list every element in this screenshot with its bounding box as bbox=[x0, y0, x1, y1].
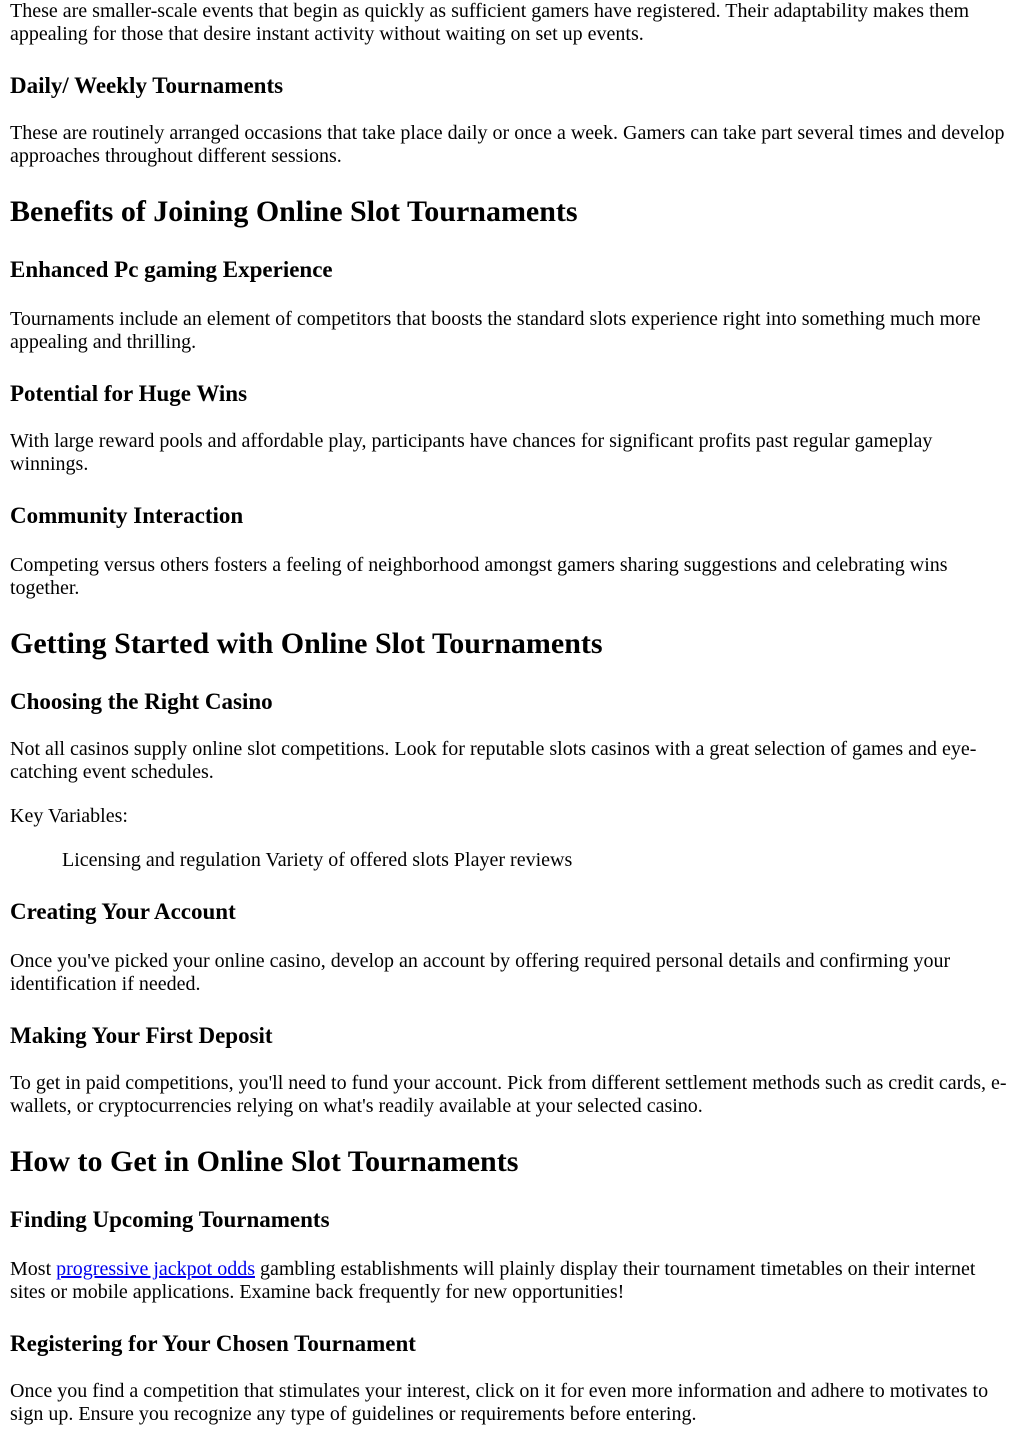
key-variables-list: Licensing and regulation Variety of offered slots Player reviews bbox=[62, 849, 573, 871]
account-heading: Creating Your Account bbox=[10, 899, 236, 924]
choosing-heading: Choosing the Right Casino bbox=[10, 689, 273, 714]
enhanced-paragraph: Tournaments include an element of competitors that boosts the standard slots experience right into something much more appealing and thrilling. bbox=[10, 308, 981, 353]
getting-started-heading: Getting Started with Online Slot Tournaments bbox=[10, 627, 603, 660]
daily-weekly-heading: Daily/ Weekly Tournaments bbox=[10, 73, 284, 98]
finding-text-before: Most bbox=[10, 1258, 57, 1280]
account-paragraph: Once you've picked your online casino, develop an account by offering required personal details and confirming your identification if needed. bbox=[10, 950, 951, 995]
how-to-heading: How to Get in Online Slot Tournaments bbox=[10, 1145, 519, 1178]
huge-wins-paragraph: With large reward pools and affordable play, participants have chances for significant profits past regular gameplay winnings. bbox=[10, 430, 933, 475]
progressive-jackpot-link[interactable]: progressive jackpot odds bbox=[56, 1258, 255, 1280]
deposit-heading: Making Your First Deposit bbox=[10, 1023, 273, 1048]
key-variables-label: Key Variables: bbox=[10, 805, 128, 827]
community-paragraph: Competing versus others fosters a feeling of neighborhood amongst gamers sharing suggestions and celebrating wins together. bbox=[10, 554, 948, 599]
finding-text-after: gambling establishments will plainly display their tournament timetables on their internet sites or mobile applications. Examine back frequently for new opportunities! bbox=[10, 1258, 976, 1303]
finding-heading: Finding Upcoming Tournaments bbox=[10, 1207, 330, 1232]
deposit-paragraph: To get in paid competitions, you'll need to fund your account. Pick from different settlement methods such as credit cards, e-wallets, or cryptocurrencies relying on what's readily available at your selected casino. bbox=[10, 1072, 1007, 1117]
enhanced-heading: Enhanced Pc gaming Experience bbox=[10, 257, 333, 282]
finding-paragraph bbox=[10, 1258, 1014, 1304]
registering-paragraph: Once you find a competition that stimulates your interest, click on it for even more information and adhere to motivates to sign up. Ensure you recognize any type of guidelines or requirements before entering. bbox=[10, 1380, 989, 1425]
daily-weekly-paragraph: These are routinely arranged occasions that take place daily or once a week. Gamers can take part several times and develop approaches throughout different sessions. bbox=[10, 122, 1005, 167]
huge-wins-heading: Potential for Huge Wins bbox=[10, 381, 248, 406]
benefits-heading: Benefits of Joining Online Slot Tournaments bbox=[10, 195, 578, 228]
intro-paragraph: These are smaller-scale events that begin as quickly as sufficient gamers have registered. Their adaptability makes them appealing for those that desire instant activity without waiting on set up events. bbox=[10, 0, 970, 45]
choosing-paragraph: Not all casinos supply online slot competitions. Look for reputable slots casinos with a great selection of games and eye-catching event schedules. bbox=[10, 738, 977, 783]
community-heading: Community Interaction bbox=[10, 503, 244, 528]
registering-heading: Registering for Your Chosen Tournament bbox=[10, 1331, 416, 1356]
